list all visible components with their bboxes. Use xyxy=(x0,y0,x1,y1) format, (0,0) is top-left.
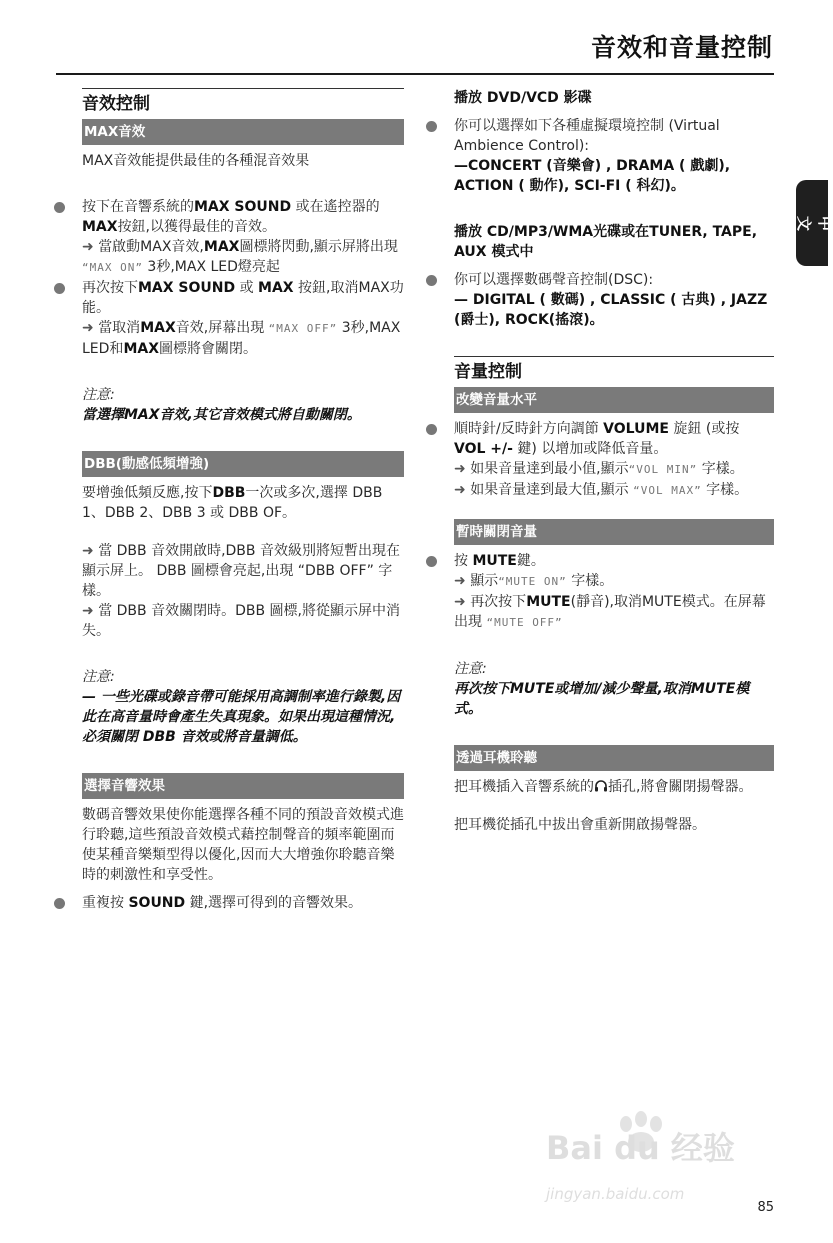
bullet-icon xyxy=(54,283,65,294)
note-body: 當選擇MAX音效,其它音效模式將自動關閉。 xyxy=(82,407,361,423)
headphone-paragraph-2: 把耳機從插孔中拔出會重新開啟揚聲器。 xyxy=(454,817,706,833)
arrow-icon: ➜ xyxy=(82,320,94,336)
watermark-url: jingyan.baidu.com xyxy=(546,1185,685,1203)
title-rule xyxy=(56,73,774,75)
cd-heading: 播放 CD/MP3/WMA光碟或在TUNER, TAPE, AUX 模式中 xyxy=(454,224,758,260)
bullet-icon xyxy=(54,202,65,213)
sound-bullet-1: 重複按 SOUND 鍵,選擇可得到的音響效果。 xyxy=(82,893,404,913)
bullet-icon xyxy=(426,275,437,286)
bullet-icon xyxy=(426,424,437,435)
dvd-modes: —CONCERT (音樂會) , DRAMA ( 戲劇), ACTION ( 動作), SCI-FI ( 科幻)。 xyxy=(454,158,731,194)
arrow-icon: ➜ xyxy=(82,603,94,619)
arrow-icon: ➜ xyxy=(454,482,466,498)
bullet-icon xyxy=(54,898,65,909)
section-rule xyxy=(454,356,774,357)
language-tab xyxy=(791,180,833,266)
section-title-volume-control: 音量控制 xyxy=(454,362,522,382)
volume-bullet: 順時針/反時針方向調節 VOLUME 旋鈕 (或按 VOL +/- 鍵) 以增加或降低音量。 ➜ 如果音量達到最小值,顯示“VOL MIN” 字樣。 ➜ 如果音量達到最大值,顯示 “VOL MAX” 字樣。 xyxy=(454,419,774,501)
dvd-bullet: 你可以選擇如下各種虛擬環境控制 (Virtual Ambience Control): —CONCERT (音樂會) , DRAMA ( 戲劇), ACTION ( 動作), SCI-FI ( 科幻)。 xyxy=(454,116,774,196)
dvd-heading: 播放 DVD/VCD 影碟 xyxy=(454,90,592,106)
page-title: 音效和音量控制 xyxy=(590,33,773,62)
mute-bullet: 按 MUTE鍵。 ➜ 顯示“MUTE ON” 字樣。 ➜ 再次按下MUTE(靜音),取消MUTE模式。在屏幕出現 “MUTE OFF” xyxy=(454,551,774,633)
note-heading: 注意: xyxy=(82,387,115,403)
subsection-bar-dbb: DBB(動感低頻增強) xyxy=(82,451,404,477)
page-number: 85 xyxy=(757,1200,774,1215)
arrow-icon: ➜ xyxy=(82,543,94,559)
cd-bullet: 你可以選擇數碼聲音控制(DSC): — DIGITAL ( 數碼) , CLASSIC ( 古典) , JAZZ (爵士), ROCK(搖滾)。 xyxy=(454,270,774,330)
subsection-bar-max: MAX音效 xyxy=(82,119,404,145)
watermark-brand: Bai du 经验 xyxy=(546,1129,735,1167)
bullet-icon xyxy=(426,121,437,132)
sound-paragraph: 數碼音響效果使你能選擇各種不同的預設音效模式進行聆聽,這些預設音效模式藉控制聲音的頻率範圍而使某種音樂類型得以優化,因而大大增強你聆聽音樂時的刺激性和享受性。 xyxy=(82,807,404,883)
subsection-bar-mute: 暫時關閉音量 xyxy=(454,519,774,545)
note-body: 再次按下MUTE或增加/減少聲量,取消MUTE模式。 xyxy=(454,681,750,717)
arrow-icon: ➜ xyxy=(454,461,466,477)
arrow-icon: ➜ xyxy=(82,239,94,255)
left-column xyxy=(82,88,404,913)
headphone-icon xyxy=(594,779,608,792)
subsection-bar-sound: 選擇音響效果 xyxy=(82,773,404,799)
bullet-icon xyxy=(426,556,437,567)
dbb-arrow-2: ➜ 當 DBB 音效關閉時。DBB 圖標,將從顯示屏中消失。 xyxy=(82,603,400,639)
note-heading: 注意: xyxy=(454,661,487,677)
max-bullet-2: 再次按下MAX SOUND 或 MAX 按鈕,取消MAX功能。 ➜ 當取消MAX音效,屏幕出現 “MAX OFF” 3秒,MAX LED和MAX圖標將會關閉。 xyxy=(82,278,404,359)
subsection-bar-volume: 改變音量水平 xyxy=(454,387,774,413)
max-intro: MAX音效能提供最佳的各種混音效果 xyxy=(82,153,310,169)
dsc-modes: — DIGITAL ( 數碼) , CLASSIC ( 古典) , JAZZ (爵士), ROCK(搖滾)。 xyxy=(454,292,768,328)
language-tab-label: 中文 xyxy=(791,214,833,232)
right-column xyxy=(454,88,774,835)
section-rule xyxy=(82,88,404,89)
section-title-sound-control: 音效控制 xyxy=(82,94,150,114)
subsection-bar-headphone: 透過耳機聆聽 xyxy=(454,745,774,771)
arrow-icon: ➜ xyxy=(454,573,466,589)
dbb-paragraph: 要增強低頻反應,按下DBB一次或多次,選擇 DBB 1、DBB 2、DBB 3 或 DBB OF。 xyxy=(82,485,383,521)
note-body: — 一些光碟或錄音帶可能採用高調制率進行錄製,因此在高音量時會產生失真現象。如果出現這種情況,必須關閉 DBB 音效或將音量調低。 xyxy=(82,689,401,745)
headphone-paragraph-1: 把耳機插入音響系統的 插孔,將會關閉揚聲器。 xyxy=(454,779,753,795)
max-bullet-1: 按下在音響系統的MAX SOUND 或在遙控器的MAX按鈕,以獲得最佳的音效。 ➜ 當啟動MAX音效,MAX圖標將閃動,顯示屏將出現 “MAX ON” 3秒,MAX LED燈亮起 xyxy=(82,197,404,278)
watermark xyxy=(536,1110,776,1220)
note-heading: 注意: xyxy=(82,669,115,685)
arrow-icon: ➜ xyxy=(454,594,466,610)
dbb-arrow-1: ➜ 當 DBB 音效開啟時,DBB 音效級別將短暫出現在顯示屏上。 DBB 圖標會亮起,出現 “DBB OFF” 字樣。 xyxy=(82,543,400,599)
